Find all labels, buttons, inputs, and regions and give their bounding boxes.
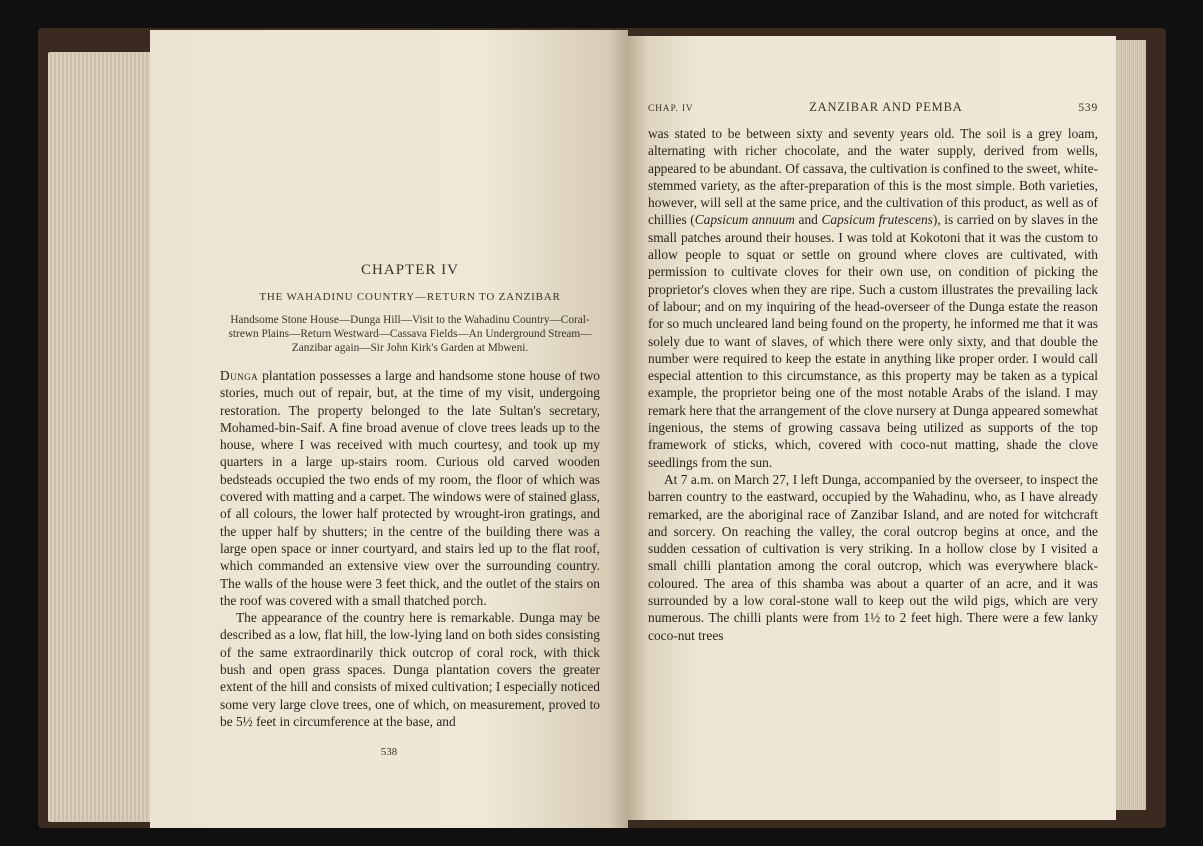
right-paragraph-2: At 7 a.m. on March 27, I left Dunga, accompanied by the overseer, to inspect the barren country to the eastward, occupied by the Wahadinu, who, as I have already remarked, are the aboriginal race of Zanzibar Island, and are noted for witchcraft and sorcery. On reaching the valley, the coral outcrop begins at once, and the sudden cessation of cultivation is very striking. In a hollow close by I visited a small chilli plantation among the coral outcrop, which was everywhere black-coloured. The area of this shamba was about a quarter of an acre, and it was surrounded by a low coral-stone wall to keep out the wild pigs, which are very numerous. The chilli plants were from 1½ to 2 feet high. There were a few lanky coco-nut trees xyxy=(648,471,1098,643)
right-paragraph-1 xyxy=(648,125,1098,471)
left-page-edges xyxy=(48,52,156,822)
right-page xyxy=(628,36,1116,820)
running-head xyxy=(648,100,1098,115)
right-paragraph-1-text-c: ), is carried on by slaves in the small patches around their houses. I was told at Kokotoni that it was the custom to allow people to squat or settle on ground where cloves are cultivated, with permission to cultivate cloves for their own use, on condition of picking the proprietor's cloves when they are ripe. Such a custom illustrates the prevailing lack of labour; and on my inquiring of the head-overseer of the Dunga estate the reason for so much uncleared land being found on the property, he informed me that it was solely due to want of slaves, of which there were only sixty, and that double the number were required to keep the estate in anything like proper order. I would call especial attention to this circumstance, as this property may be taken as a typical example, the proprietor being one of the most notable Arabs of the island. I may remark here that the arrangement of the clove nursery at Dunga appeared somewhat ingenious, the stems of growing cassava being utilized as supports of the top framework of sticks, which, covered with coco-nut matting, shade the clove seedlings from the sun. xyxy=(648,212,1098,470)
italic-species-1: Capsicum annuum xyxy=(694,212,795,228)
running-head-chapter: CHAP. IV xyxy=(648,104,694,114)
left-page-body xyxy=(220,367,600,730)
chapter-title: CHAPTER IV xyxy=(361,262,459,278)
left-paragraph-1 xyxy=(220,367,600,609)
left-page xyxy=(150,30,628,828)
chapter-synopsis: Handsome Stone House—Dunga Hill—Visit to the Wahadinu Country—Coral-strewn Plains—Return Westward—Cassava Fields—An Underground Stream—Zanzibar again—Sir John Kirk's Garden at Mbweni. xyxy=(228,314,592,354)
paragraph-lead-word: Dunga xyxy=(220,368,259,383)
right-page-number: 539 xyxy=(1078,102,1098,114)
left-paragraph-2: The appearance of the country here is remarkable. Dunga may be described as a low, flat hill, the low-lying land on both sides consisting of the same extraordinarily thick outcrop of coral rock, with thick bush and open grass spaces. Dunga plantation covers the greater extent of the hill and consists of mixed cultivation; I especially noticed some very large clove trees, one of which, on measurement, proved to be 5½ feet in circumference at the base, and xyxy=(220,610,600,729)
chapter-subtitle: THE WAHADINU COUNTRY—RETURN TO ZANZIBAR xyxy=(259,291,561,303)
right-page-body xyxy=(648,125,1098,644)
right-paragraph-1-text-a: was stated to be between sixty and seventy years old. The soil is a grey loam, alternating with richer chocolate, and the water supply, derived from wells, appeared to be abundant. Of cassava, the cultivation is confined to the sweet, white-stemmed variety, as the after-preparation of this is the most simple. Both varieties, however, will sell at the same price, and the cultivation of this product, as well as of chillies ( xyxy=(648,126,1098,228)
running-head-title: ZANZIBAR AND PEMBA xyxy=(809,100,963,114)
right-paragraph-1-text-b: and xyxy=(794,212,822,228)
left-paragraph-1-text: plantation possesses a large and handsome stone house of two stories, much out of repair, but, at the time of my visit, undergoing restoration. The property belonged to the late Sultan's secretary, Mohamed-bin-Saif. A fine broad avenue of clove trees leads up to the house, where I was received with much courtesy, and took up my quarters in a large up-stairs room. Curious old carved wooden bedsteads occupied the two ends of my room, the floor of which was covered with matting and a carpet. The windows were of stained glass, of all colours, the lower half protected by wrought-iron gratings, and the upper half by shutters; in the centre of the building there was a large open space or inner courtyard, and stairs led up to the flat roof, which commanded an extensive view over the surrounding country. The walls of the house were 3 feet thick, and the outlet of the stairs on the roof was covered with a small thatched porch. xyxy=(220,368,600,608)
italic-species-2: Capsicum frutescens xyxy=(821,212,933,228)
left-page-number: 538 xyxy=(380,746,398,758)
